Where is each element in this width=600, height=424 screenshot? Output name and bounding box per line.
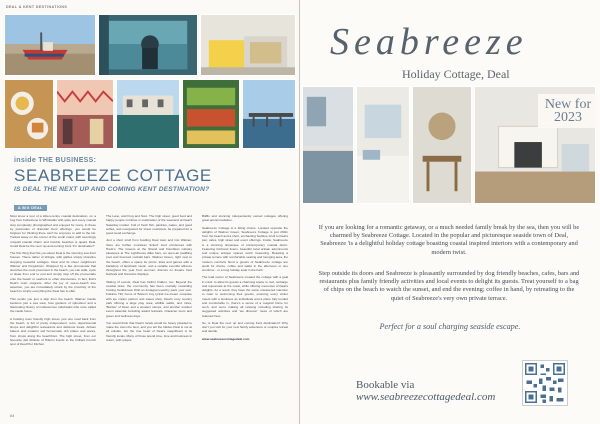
qr-code-icon[interactable] [522,360,568,406]
tagline: Perfect for a soul charging seaside escape. [379,322,521,331]
article-standfirst: IS DEAL THE NEXT UP AND COMING KENT DESTINATION? [14,186,210,193]
paragraph: A bustling town friendly high street, just one road back from the beach, is full of pretty independent, retro, departmental shops and delightful restaurants and delicious treats. Artisan bakers and creators sell homemade rich plates and wares, from shops along the beachfront. The high street, from our favourite deli Attitude of Hillerin Foods to the brilliant brunch spot of Deal Pier Kitchen. [10,316,96,346]
paragraph: You would think that Deal's locals would be heavy pleaded to make the town the best, and you tell the hidden Deal is not at all outside, but the true heart of Deal's magnificent is its friendly locals. Many of those spend time, time and business in return, with unique [106,320,192,342]
page-number: 64 [10,413,15,418]
booking-url[interactable]: www.seabreezecottagedeal.com [356,391,496,403]
bookable-label: Bookable via [356,379,415,391]
deli-shop-photo [182,79,240,149]
paragraph: B&Bs and stunning independently owned cottages offering great accommodation. [202,214,288,223]
bunting-market-photo [56,79,114,149]
paragraph: So, is Deal the next up and coming Kent destination? Why don't you visit for your next family adventure or couples retreat and decide. [202,320,288,334]
badge-line-2: 2023 [554,110,582,125]
paragraph: Talking of events, Deal has further hidden, too. Beyond the coastal draw, the community has been crucially rewarding hosting Kettlebrook Wolf an Instagram-worthy pack your own. Folklore Hill, home of Botter's boy lyrical ice-cream complete with ice cream parlour and sweet shop. Deal's cosy country park offering a large play area, wildlife walks, and miles, 'Bunker' of Deal, and a wooden camps, and another outdoor event calendar including award festivals, character tours and green end wellness days. [106,279,192,318]
text-column-1 [10,214,96,349]
dining-photo [412,86,472,204]
booking-callout [356,379,495,403]
kitchen-photo [302,86,354,204]
paragraph: The first thing that hits you about Deal is the stunning sea-front houses. These rather of shingle, with gables simply shoreline stopping beautiful cottages. Deal and its sheer neighbours Walmer and Kingsdown. Wrapped by a like promenade that stretches the most prominent in the beach, you can walk, cycle or skate from end to end and simply stop off the promenade onto the beach or seafront to other discoveries. In fact, that's Deal's main magnets. After the joy of sea-to-beach tree selection, you are immediately struck by the proximity of the beach to simply everything the Deal has to offer. [10,251,96,294]
section-eyebrow: inside THE BUSINESS: [14,157,97,164]
paragraph: This sends you just a skip from the beach. Walmer Castle beckons just a sea view, how gardens of splendour and a fascinating history of noblewomen individuals who once called the castle home. [10,296,96,314]
text-column-3 [202,214,288,344]
breakfast-table-photo [4,79,54,149]
bedroom-photo [356,86,410,204]
seafront-promenade-photo [116,79,180,149]
surroundings-paragraph: Step outside its doors and Seabreeze is pleasantly surrounded by dog friendly beaches, cafes, bars and restaurants plus family friendly activities and local events to delight its guests. Treat yourself to a bag of chips on the beach to watch the sunset, and end the evening; coffee in hand, by retreating to the quiet of Seabreeze's very own private terrace. [318,270,580,302]
website-link[interactable]: www.seabreezecottagedeal.com [202,336,250,341]
boat-beach-photo [4,14,96,76]
paragraph: Most know a tour of a kitten-centre coastal destination, on a hog from Folkestone to Whitstable with quite and every coastal stop completely photographed and enjoyed for many. In these by postcodes of dramatic Kent offerings, you would be forgiven for thinking there can't be anymore to add to the list. Tucked away on the corner of the south coast, with seemingly unspoilt coastal charm and humble beaches is quaint Deal. Could Deal be the next 'up-and-coming' Kent 'it's' destination? [10,214,96,248]
seabreeze-logo-title: Seabreeze [330,21,528,63]
paragraph: The lead owner of Seabreeze created the cottage with a goal in mind: to allow its guests a charming space to rest, recharge and rejuvenate at the coast, while offering memories of Deal's delights. As a result, they have the same unwavered intention to cater to welcoming their guests, ensuring every visitor meets with a kindness as individuals and a place fully tended and comfortable is, there's a sense of a magical home for such, and we're making all relaxing including sharing its suggested activities and 'we discover' news of which are featured here. [202,275,288,318]
window-sea-view-photo [98,14,198,76]
subtitle: Holiday Cottage, Deal [402,67,510,81]
intro-paragraph: If you are looking for a romantic getaway, or a much needed family break by the sea, then you will be charmed by Seabreeze Cottage. Located in the popular and picturesque seaside town of Deal, Seabreeze 'is a delightful holiday cottage boasting coastal inspired interiors with a contemporary and modern twist. [318,224,580,256]
paragraph: Seabreeze Cottage is a fitting choice. Located opposite the delights of Walmer Green, Seabreeze Cottage is just 200m from the beach and a short, enchanting bedtime stroll to Deal's pier, cafes, high street and event offerings. Inside, Seabreeze is a stunning showcase of contemporary coastal décor. Featuring full-hand linens, beautiful local artisan adornments and unique antique spaces worth treasuring. Boasting a private terrace with comfortable seating and lounging area, the modern comforts flood a guests of Seabreeze cottage are spoilt for choice, coffee and walks in the afternoon or one sunshine - or a long holiday soak in the bath. [202,225,288,272]
new-badge [538,94,598,128]
paragraph: The Lane, and Frog and Scot. The high street, good food and happy people combine in celebration of the weekend at Deal's Saturday market. Full of fresh fish, pastries, cakes, and good coffee, and overgrazed for street musicians, be prepared for a good wood exchange. [106,214,192,235]
paragraph: Just a short stroll from bustling Deal town and into Walmer, there are further countless 'ticked' food condenses with Hank's. The Greens at the Strand and friendliest culinary pleasures at The Lighthouse Alike bars, an open-air paddling pool and licensed cocktail bars. Walmer Green, right next to the beach, offers a space for picnic, kites and games with a backdrop of landmark music, and a notable eventful alfresco throughout the year from summer, dismiss on theatre food festivals and fireworks displays. [106,238,192,277]
cushion-interior-photo [200,14,296,76]
article-title: SEABREEZE COTTAGE [14,166,212,185]
section-tag: A BIG DEAL [14,205,47,211]
pier-sunset-photo [242,79,296,149]
text-column-2 [106,214,192,345]
running-head: DEAL & KENT DESTINATIONS [6,5,68,9]
badge-line-1: New for [544,97,592,112]
